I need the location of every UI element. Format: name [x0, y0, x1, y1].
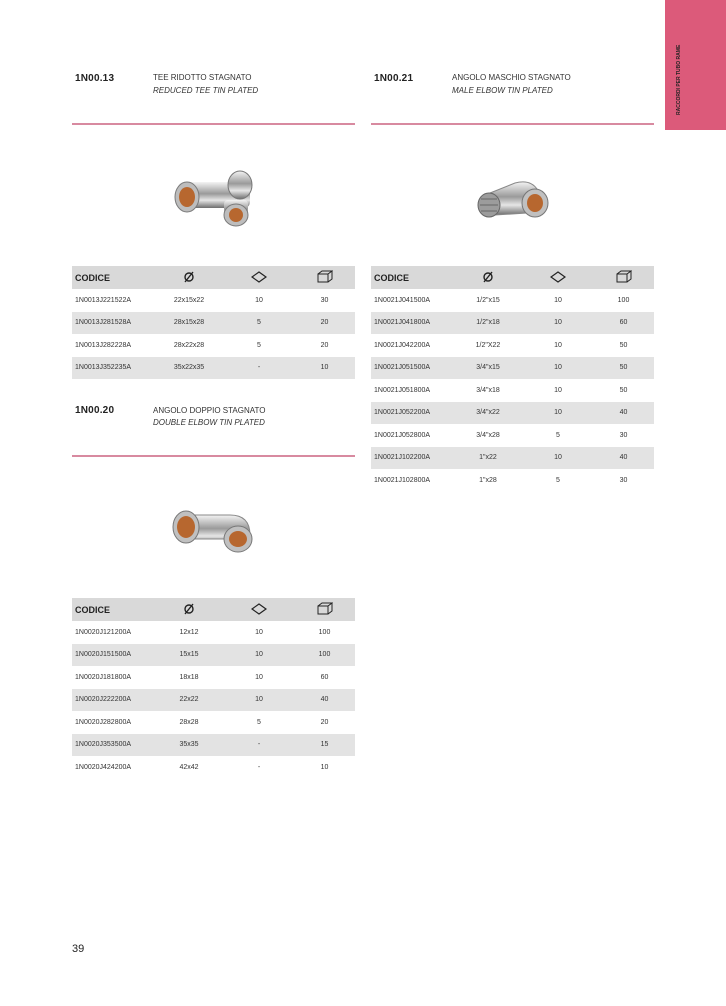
table-cell: 20 [320, 718, 329, 726]
product-table [72, 598, 355, 779]
table-cell: 5 [556, 431, 560, 439]
product-code: 1N00.13 [75, 73, 115, 84]
table-cell: 10 [523, 312, 593, 335]
table-cell: 5 [257, 718, 261, 726]
table-cell: 15 [294, 734, 355, 757]
product-code: 1N00.21 [374, 73, 414, 84]
table-cell: 18x18 [179, 673, 199, 681]
table-row [72, 689, 355, 712]
product-title-en: MALE ELBOW TIN PLATED [452, 86, 553, 95]
product-code-cell: 1N0020J151500A [72, 644, 154, 667]
box-icon [294, 266, 355, 289]
table-cell: 35x35 [154, 734, 224, 757]
table-cell: 10 [554, 386, 562, 394]
table-row [371, 312, 654, 335]
table-cell: 60 [320, 673, 329, 681]
table-cell: 30 [619, 431, 628, 439]
table-cell: 1/2"x18 [453, 312, 523, 335]
product-code-cell: 1N0021J041800A [371, 312, 453, 335]
table-cell: 20 [320, 341, 329, 349]
table-row [72, 312, 355, 335]
table-cell: 40 [294, 689, 355, 712]
product-code-cell: 1N0013J221522A [75, 296, 132, 304]
product-table [72, 266, 355, 379]
codice-header: CODICE [72, 598, 154, 621]
package-icon [224, 598, 294, 621]
table-row [72, 357, 355, 380]
table-row [72, 756, 355, 779]
table-cell: 10 [294, 357, 355, 380]
table-cell: 35x22x35 [154, 357, 224, 380]
product-code-cell: 1N0013J352235A [72, 357, 154, 380]
product-code-cell: 1N0020J121200A [75, 628, 132, 636]
table-cell: 60 [593, 312, 654, 335]
product-code-cell: 1N0021J102800A [374, 476, 431, 484]
table-cell: 5 [224, 312, 294, 335]
male-elbow-photo [455, 165, 575, 235]
table-cell: - [224, 734, 294, 757]
table-cell: 3/4"x15 [453, 357, 523, 380]
product-code-cell: 1N0020J353500A [72, 734, 154, 757]
table-cell: 28x28 [179, 718, 199, 726]
table-cell: 12x12 [179, 628, 199, 636]
table-cell: 10 [255, 296, 263, 304]
product-code: 1N00.20 [75, 405, 115, 416]
table-cell: 10 [224, 644, 294, 667]
table-cell: 40 [593, 447, 654, 470]
table-cell: 10 [224, 689, 294, 712]
table-cell: 10 [320, 763, 329, 771]
product-title-it: ANGOLO DOPPIO STAGNATO [153, 406, 266, 415]
table-row [371, 289, 654, 312]
table-row [72, 711, 355, 734]
product-code-cell: 1N0021J042200A [374, 341, 431, 349]
table-row [371, 447, 654, 470]
table-cell: 30 [320, 296, 329, 304]
table-cell: 100 [318, 628, 331, 636]
table-cell: 100 [617, 296, 630, 304]
table-cell: 3/4"x18 [476, 386, 500, 394]
table-cell: 5 [556, 476, 560, 484]
table-cell: 30 [619, 476, 628, 484]
table-row [72, 621, 355, 644]
table-cell: - [257, 763, 261, 771]
table-cell: 3/4"x28 [476, 431, 500, 439]
product-title-it: ANGOLO MASCHIO STAGNATO [452, 73, 571, 82]
table-cell: 22x22 [154, 689, 224, 712]
product-code-cell: 1N0021J041500A [374, 296, 431, 304]
diameter-icon [154, 598, 224, 621]
diameter-icon [453, 266, 523, 289]
table-cell: 10 [523, 357, 593, 380]
side-tab-label: RACCORDI PER TUBO RAME [676, 44, 682, 116]
product-code-cell: 1N0021J102200A [371, 447, 453, 470]
table-row [72, 334, 355, 357]
table-cell: 10 [523, 447, 593, 470]
table-row [371, 469, 654, 492]
table-cell: 40 [593, 402, 654, 425]
tee-fitting-photo [150, 160, 270, 240]
table-cell: 1/2"X22 [475, 341, 501, 349]
page-number: 39 [72, 943, 85, 955]
table-cell: 1"x22 [453, 447, 523, 470]
table-cell: 10 [255, 673, 263, 681]
double-elbow-photo [150, 495, 270, 575]
table-cell: 50 [619, 386, 628, 394]
table-row [371, 379, 654, 402]
table-row [371, 402, 654, 425]
product-code-cell: 1N0020J424200A [75, 763, 132, 771]
product-code-cell: 1N0013J281528A [72, 312, 154, 335]
table-cell: 28x22x28 [173, 341, 205, 349]
table-cell: 10 [523, 402, 593, 425]
package-icon [224, 266, 294, 289]
table-cell: 100 [294, 644, 355, 667]
table-cell: 5 [257, 341, 261, 349]
product-code-cell: 1N0020J222200A [72, 689, 154, 712]
table-cell: 3/4"x22 [453, 402, 523, 425]
table-cell: 50 [619, 341, 628, 349]
table-cell: 20 [294, 312, 355, 335]
product-table [371, 266, 654, 492]
table-cell: 15x15 [154, 644, 224, 667]
codice-header: CODICE [72, 266, 154, 289]
section-divider [371, 123, 654, 125]
diameter-icon [154, 266, 224, 289]
product-code-cell: 1N0020J282800A [75, 718, 132, 726]
table-row [371, 424, 654, 447]
table-row [371, 357, 654, 380]
table-row [72, 666, 355, 689]
table-cell: 1/2"x15 [476, 296, 500, 304]
table-cell: 50 [593, 357, 654, 380]
table-row [371, 334, 654, 357]
product-title-en: DOUBLE ELBOW TIN PLATED [153, 418, 265, 427]
table-cell: 10 [554, 341, 562, 349]
product-title-en: REDUCED TEE TIN PLATED [153, 86, 259, 95]
table-cell: 1"x28 [479, 476, 497, 484]
box-icon [593, 266, 654, 289]
product-title-it: TEE RIDOTTO STAGNATO [153, 73, 252, 82]
table-row [72, 289, 355, 312]
table-cell: 10 [255, 628, 263, 636]
box-icon [294, 598, 355, 621]
product-code-cell: 1N0021J051500A [371, 357, 453, 380]
package-icon [523, 266, 593, 289]
product-code-cell: 1N0021J052800A [374, 431, 431, 439]
table-row [72, 734, 355, 757]
table-row [72, 644, 355, 667]
table-cell: 42x42 [179, 763, 199, 771]
section-divider [72, 123, 355, 125]
codice-header: CODICE [371, 266, 453, 289]
product-code-cell: 1N0013J282228A [75, 341, 132, 349]
product-code-cell: 1N0020J181800A [75, 673, 132, 681]
section-divider [72, 455, 355, 457]
table-cell: 22x15x22 [173, 296, 205, 304]
table-cell: 28x15x28 [154, 312, 224, 335]
table-cell: 10 [554, 296, 562, 304]
product-code-cell: 1N0021J052200A [371, 402, 453, 425]
product-code-cell: 1N0021J051800A [374, 386, 431, 394]
table-cell: - [224, 357, 294, 380]
